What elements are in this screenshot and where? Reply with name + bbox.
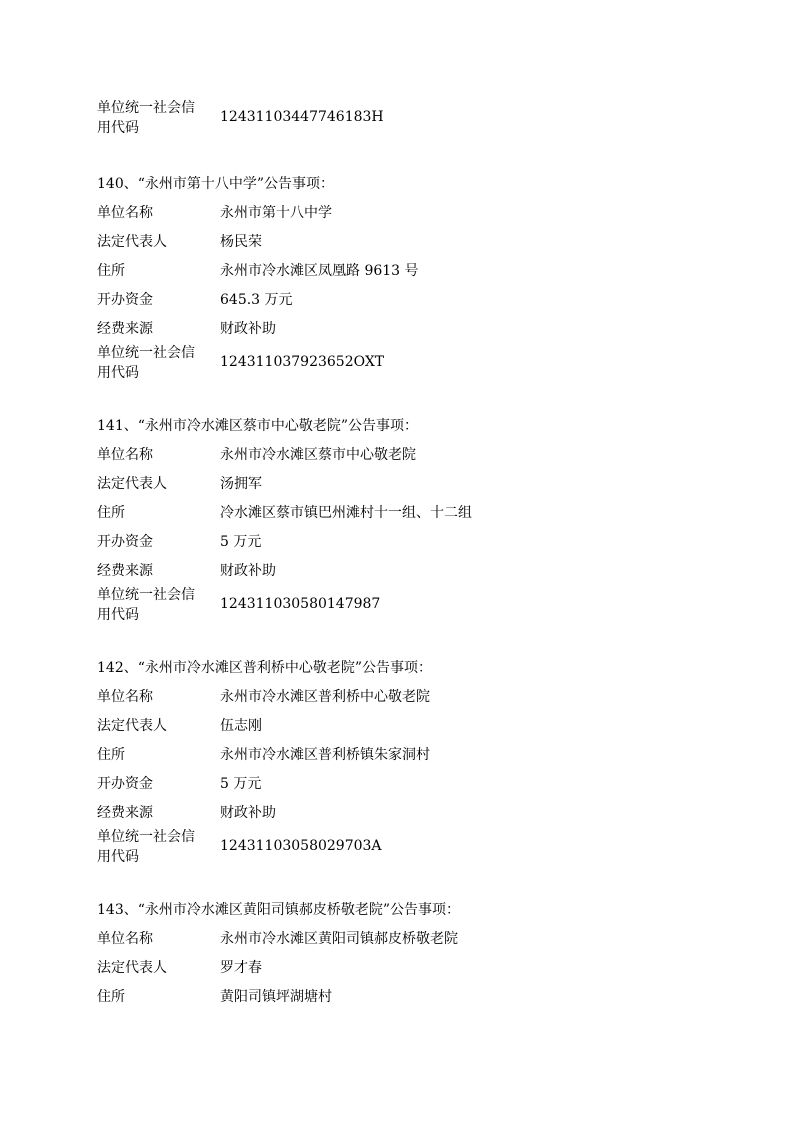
field-value: 财政补助 (220, 805, 276, 821)
entry-heading: 140、“永州市第十八中学”公告事项： (97, 176, 335, 192)
field-value: 财政补助 (220, 563, 276, 579)
entry-heading: 142、“永州市冷水滩区普利桥中心敬老院”公告事项： (97, 660, 433, 676)
credit-code-value: 124311030580147987 (220, 596, 381, 612)
field-label: 住所 (97, 505, 125, 521)
label-line: 单位统一社会信 (97, 587, 195, 603)
entry-heading: 141、“永州市冷水滩区蔡市中心敬老院”公告事项： (97, 418, 419, 434)
credit-code-label (97, 98, 215, 138)
label-line: 单位统一社会信 (97, 345, 195, 361)
field-value: 永州市冷水滩区普利桥中心敬老院 (220, 689, 430, 705)
field-value: 杨民荣 (220, 234, 262, 250)
field-label: 经费来源 (97, 805, 153, 821)
field-label: 单位名称 (97, 447, 153, 463)
label-line: 单位统一社会信 (97, 829, 195, 845)
credit-code-value: 12431103447746183H (220, 109, 384, 125)
field-label: 法定代表人 (97, 476, 167, 492)
field-label: 单位名称 (97, 205, 153, 221)
field-value: 财政补助 (220, 321, 276, 337)
label-line: 用代码 (97, 365, 139, 381)
field-value: 永州市第十八中学 (220, 205, 332, 221)
field-value: 冷水滩区蔡市镇巴州滩村十一组、十二组 (220, 505, 472, 521)
field-label: 单位名称 (97, 689, 153, 705)
field-label: 法定代表人 (97, 960, 167, 976)
field-value: 永州市冷水滩区蔡市中心敬老院 (220, 447, 416, 463)
field-value: 黄阳司镇坪湖塘村 (220, 989, 332, 1005)
credit-code-value: 12431103058029703A (220, 838, 382, 854)
field-value: 汤拥军 (220, 476, 262, 492)
field-value: 5 万元 (220, 776, 262, 792)
field-value: 罗才春 (220, 960, 262, 976)
field-label: 住所 (97, 263, 125, 279)
label-line: 用代码 (97, 849, 139, 865)
label-line: 用代码 (97, 120, 139, 136)
field-label: 开办资金 (97, 534, 153, 550)
field-label: 经费来源 (97, 321, 153, 337)
field-label: 开办资金 (97, 292, 153, 308)
field-label: 经费来源 (97, 563, 153, 579)
field-label: 法定代表人 (97, 234, 167, 250)
label-line: 单位统一社会信 (97, 100, 195, 116)
field-label: 住所 (97, 747, 125, 763)
credit-code-label (97, 585, 215, 625)
field-value: 永州市冷水滩区普利桥镇朱家洞村 (220, 747, 430, 763)
field-label: 住所 (97, 989, 125, 1005)
field-value: 永州市冷水滩区凤凰路 9613 号 (220, 263, 419, 279)
field-value: 伍志刚 (220, 718, 262, 734)
field-label: 开办资金 (97, 776, 153, 792)
credit-code-label (97, 827, 215, 867)
field-value: 永州市冷水滩区黄阳司镇郝皮桥敬老院 (220, 931, 458, 947)
field-value: 5 万元 (220, 534, 262, 550)
field-label: 单位名称 (97, 931, 153, 947)
field-label: 法定代表人 (97, 718, 167, 734)
entry-heading: 143、“永州市冷水滩区黄阳司镇郝皮桥敬老院”公告事项： (97, 902, 461, 918)
field-value: 645.3 万元 (220, 292, 293, 308)
label-line: 用代码 (97, 607, 139, 623)
credit-code-label (97, 343, 215, 383)
credit-code-value: 124311037923652OXT (220, 354, 385, 370)
